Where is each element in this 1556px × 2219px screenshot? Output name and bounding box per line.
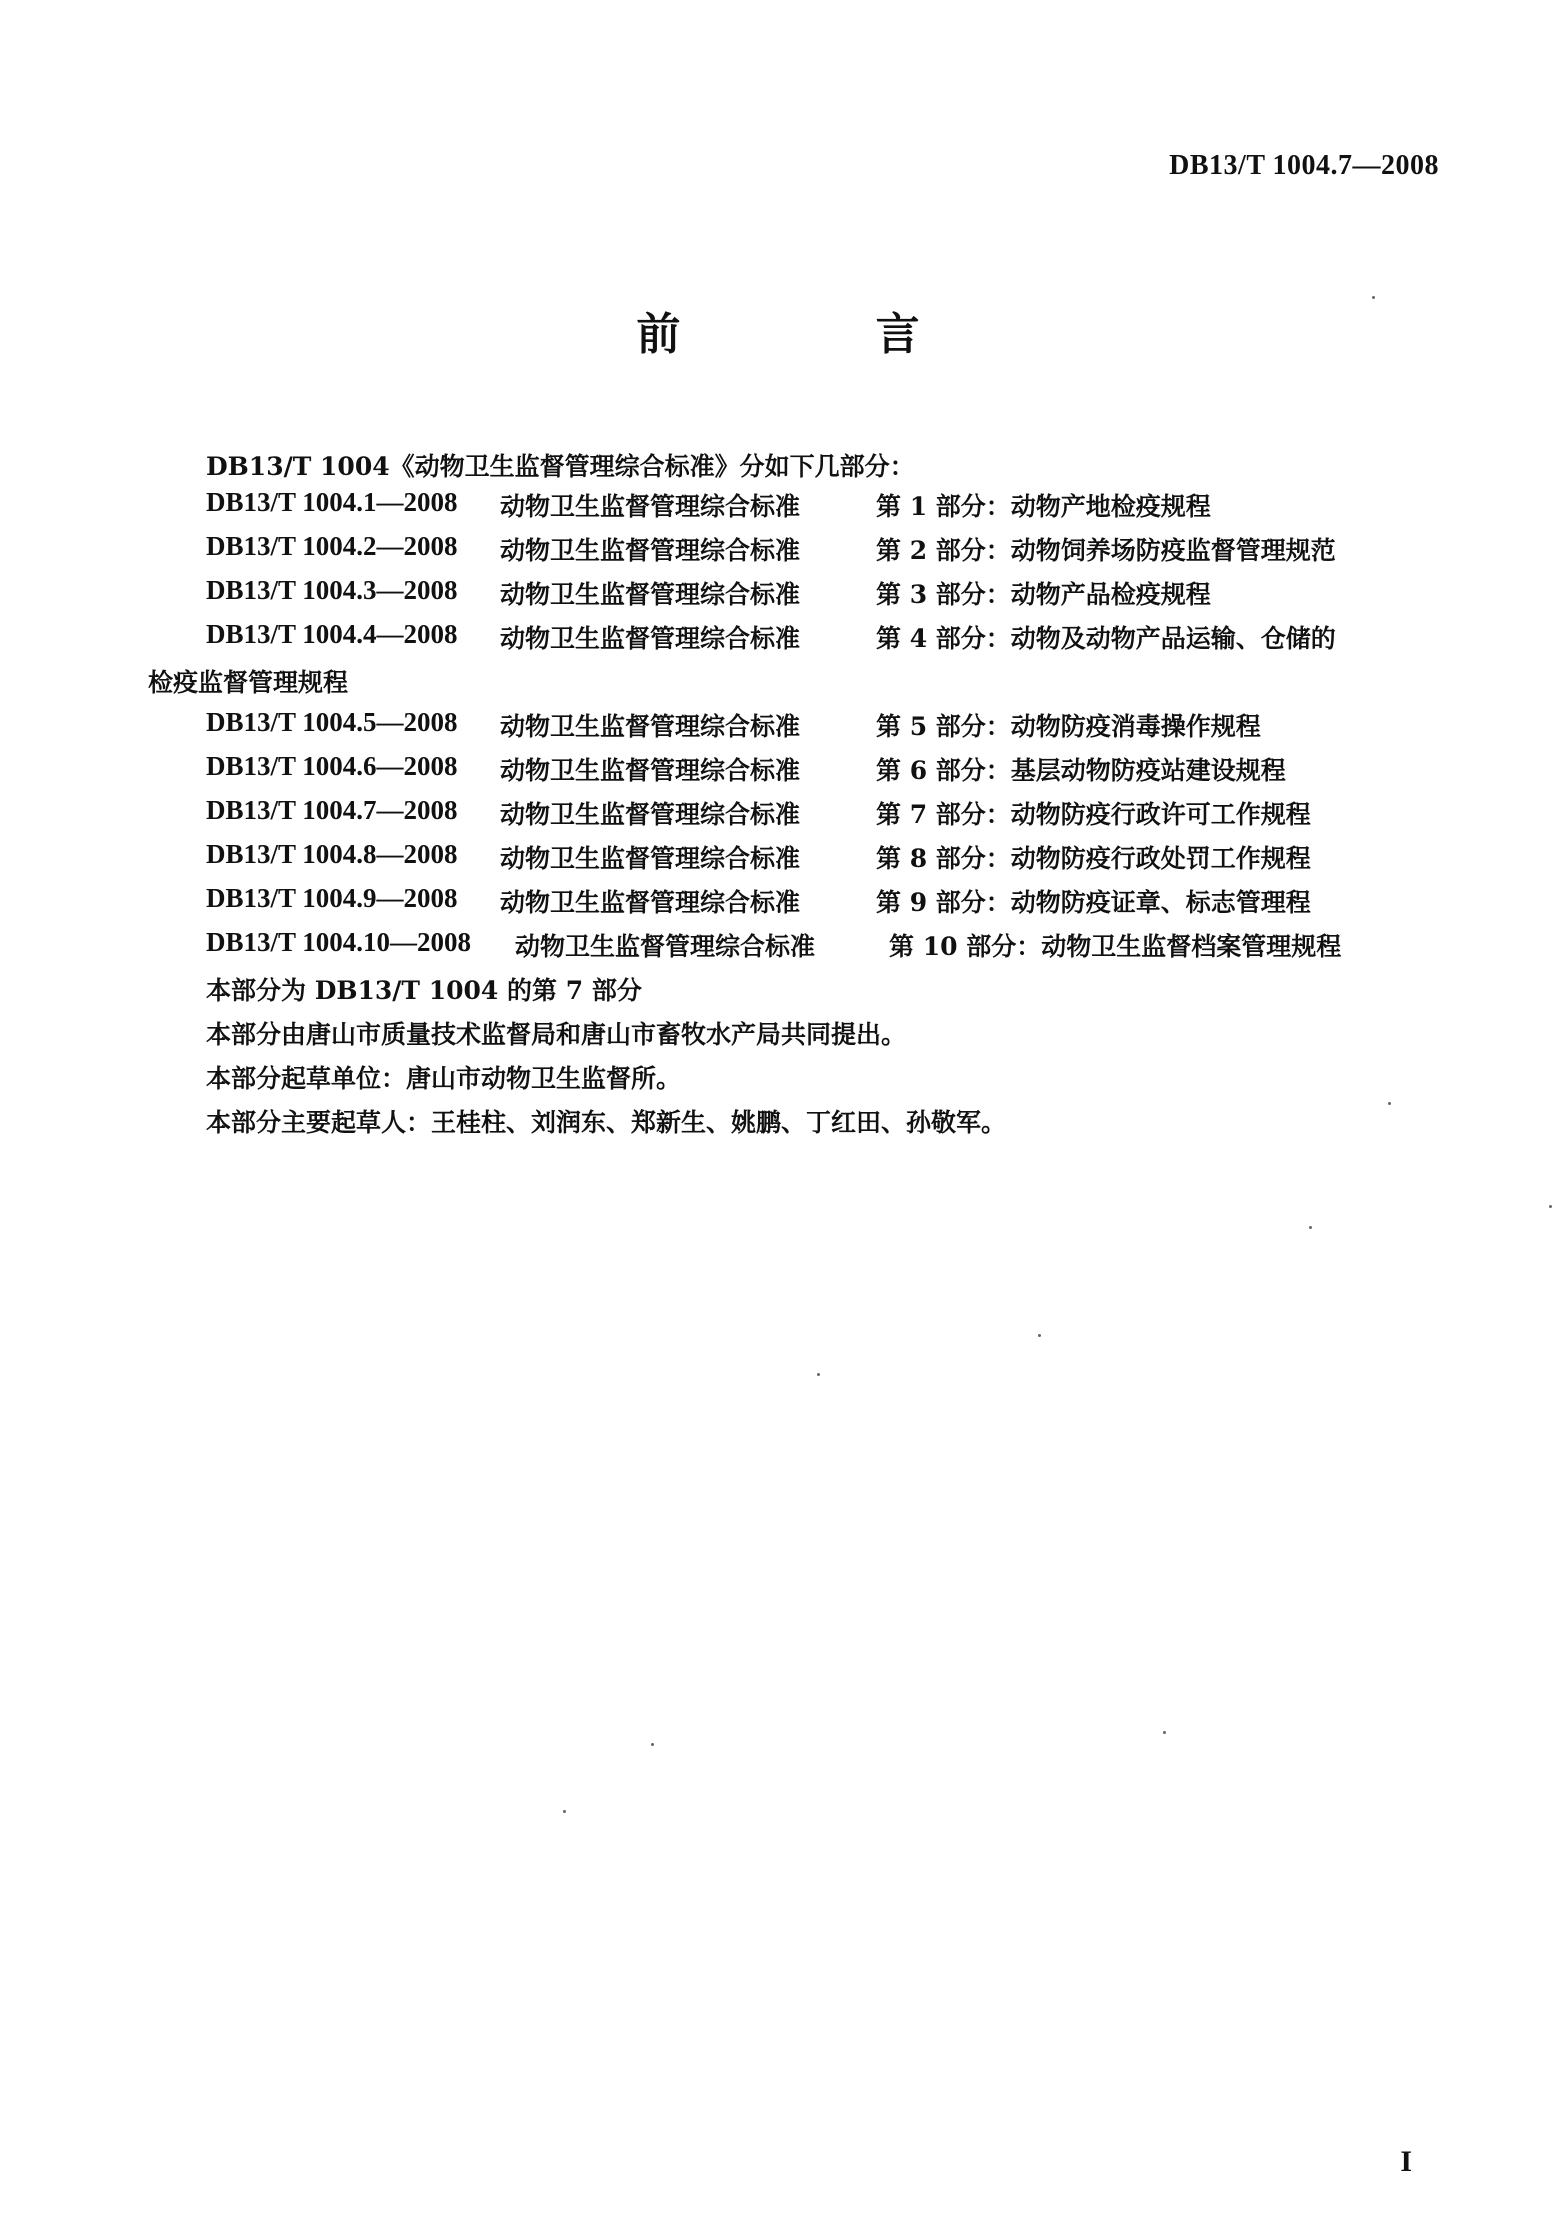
part-title: 第 3 部分：动物产品检疫规程 [876,580,1211,609]
part-line-2 [0,531,1556,567]
scan-speck [1388,1102,1391,1105]
scan-speck [1038,1334,1041,1337]
part-code: DB13/T 1004.1—2008 [206,487,458,517]
part-code: DB13/T 1004.7—2008 [206,795,458,825]
part-line-3 [0,575,1556,611]
part-name: 动物卫生监督管理综合标准 [500,888,801,917]
page-number: I [1400,2145,1412,2178]
part-code: DB13/T 1004.4—2008 [206,619,458,649]
part-name: 动物卫生监督管理综合标准 [500,756,801,785]
part-code: DB13/T 1004.6—2008 [206,751,458,781]
closing-paragraph: 本部分由唐山市质量技术监督局和唐山市畜牧水产局共同提出。 [206,1020,907,1049]
part-title: 第 5 部分：动物防疫消毒操作规程 [876,712,1261,741]
part-name: 动物卫生监督管理综合标准 [500,800,801,829]
part-line-5 [0,707,1556,743]
part-code: DB13/T 1004.3—2008 [206,575,458,605]
part-title: 第 7 部分：动物防疫行政许可工作规程 [876,800,1311,829]
scan-speck [1372,296,1375,299]
closing-paragraph: 本部分主要起草人：王桂柱、刘润东、郑新生、姚鹏、丁红田、孙敬军。 [206,1108,1007,1137]
part-code: DB13/T 1004.5—2008 [206,707,458,737]
scan-speck [563,1810,566,1813]
part-line-9 [0,883,1556,919]
part-line-4-continuation: 检疫监督管理规程 [148,668,349,697]
part-name: 动物卫生监督管理综合标准 [500,844,801,873]
part-line-8 [0,839,1556,875]
part-code: DB13/T 1004.8—2008 [206,839,458,869]
part-name: 动物卫生监督管理综合标准 [500,712,801,741]
part-line-10 [0,927,1556,963]
closing-paragraph: 本部分为 DB13/T 1004 的第 7 部分 [206,976,642,1005]
part-code: DB13/T 1004.9—2008 [206,883,458,913]
part-title: 第 10 部分：动物卫生监督档案管理规程 [889,932,1342,961]
part-line-1 [0,487,1556,523]
part-title: 第 6 部分：基层动物防疫站建设规程 [876,756,1286,785]
scan-speck [1163,1731,1166,1734]
part-line-7 [0,795,1556,831]
part-title: 第 4 部分：动物及动物产品运输、仓储的 [876,624,1336,653]
part-title: 第 1 部分：动物产地检疫规程 [876,492,1211,521]
part-line-4 [0,619,1556,655]
document-code-header: DB13/T 1004.7—2008 [1169,150,1439,181]
part-name: 动物卫生监督管理综合标准 [500,492,801,521]
scan-speck [817,1373,820,1376]
part-line-6 [0,751,1556,787]
part-code: DB13/T 1004.2—2008 [206,531,458,561]
scan-speck [1549,1205,1552,1208]
page-title: 前 言 [636,309,1010,360]
part-title: 第 8 部分：动物防疫行政处罚工作规程 [876,844,1311,873]
part-name: 动物卫生监督管理综合标准 [500,536,801,565]
scan-speck [1309,1226,1312,1229]
part-name: 动物卫生监督管理综合标准 [500,580,801,609]
part-name: 动物卫生监督管理综合标准 [500,624,801,653]
intro-paragraph: DB13/T 1004《动物卫生监督管理综合标准》分如下几部分： [206,452,915,481]
scan-speck [651,1743,654,1746]
part-name: 动物卫生监督管理综合标准 [515,932,816,961]
closing-paragraph: 本部分起草单位：唐山市动物卫生监督所。 [206,1064,682,1093]
part-title: 第 9 部分：动物防疫证章、标志管理程 [876,888,1311,917]
part-title: 第 2 部分：动物饲养场防疫监督管理规范 [876,536,1336,565]
part-code: DB13/T 1004.10—2008 [206,927,472,957]
